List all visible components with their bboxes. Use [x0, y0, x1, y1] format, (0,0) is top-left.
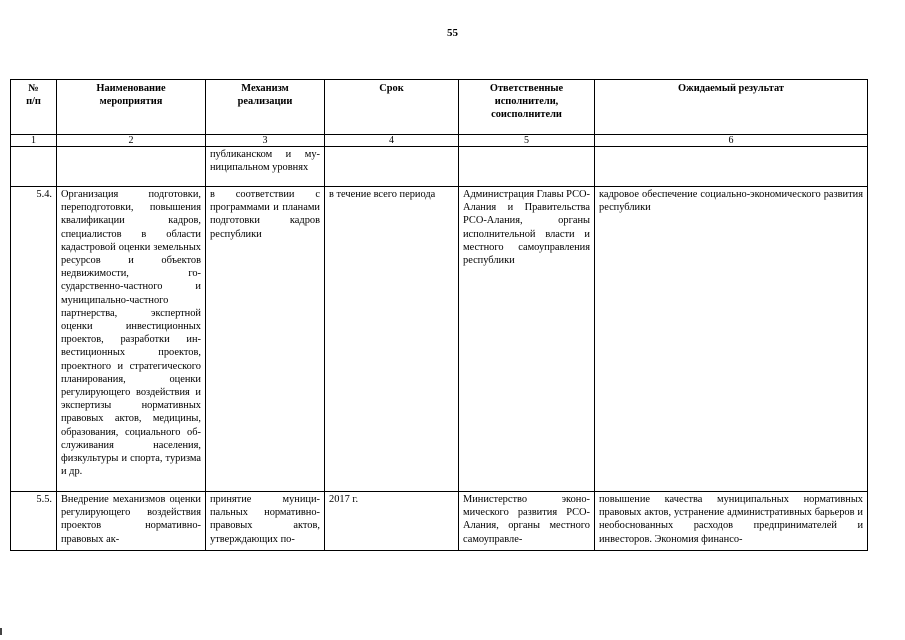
column-number: 3	[206, 135, 325, 147]
page-number: 55	[447, 27, 458, 39]
row-responsible	[459, 147, 595, 187]
table-header-row	[11, 80, 868, 135]
row-result: кадровое обеспечение социально-экономического развития республики	[595, 187, 868, 492]
column-header-number: № п/п	[11, 80, 57, 135]
column-number: 4	[325, 135, 459, 147]
column-header-result: Ожидаемый результат	[595, 80, 868, 135]
row-mechanism: принятие муниципальных нормативно-правовых актов, утверждающих по-	[206, 492, 325, 551]
column-number: 5	[459, 135, 595, 147]
column-number: 6	[595, 135, 868, 147]
column-header-name: Наименование мероприятия	[57, 80, 206, 135]
column-header-responsible: Ответственные исполнители, соисполнители	[459, 80, 595, 135]
row-term	[325, 147, 459, 187]
row-name	[57, 147, 206, 187]
action-plan-table	[10, 79, 868, 551]
row-result	[595, 147, 868, 187]
row-term: 2017 г.	[325, 492, 459, 551]
row-term: в течение всего периода	[325, 187, 459, 492]
table-row	[11, 147, 868, 187]
row-number: 5.5.	[11, 492, 57, 551]
row-mechanism: публиканском и муниципальном уровнях	[206, 147, 325, 187]
row-responsible: Министерство экономического развития РСО-Алания, органы местного самоуправле-	[459, 492, 595, 551]
row-name: Организация подготовки, переподготовки, повышения квалификации кадров, специалистов в области кадастровой оценки земельных ресурсов и объектов недвижимости, государственно-частного и муниципально-частного партнерства, экспертной оценки инвестиционных проектов, разработки инвестиционных проектов, проектного и стратегического планирования, оценки регулирующего воздействия и экспертизы нормативных правовых актов, медицины, образования, социального обслуживания населения, физкультуры и спорта, туризма и др.	[57, 187, 206, 492]
row-name: Внедрение механизмов оценки регулирующего воздействия проектов нормативно-правовых ак-	[57, 492, 206, 551]
table-row	[11, 187, 868, 492]
column-header-term: Срок	[325, 80, 459, 135]
column-number: 1	[11, 135, 57, 147]
column-number-row	[11, 135, 868, 147]
row-mechanism: в соответствии с программами и планами подготовки кадров республики	[206, 187, 325, 492]
row-number	[11, 147, 57, 187]
row-responsible: Администрация Главы РСО-Алания и Правительства РСО-Алания, органы исполнительной власти и местного самоуправления республики	[459, 187, 595, 492]
row-result: повышение качества муниципальных нормативных правовых актов, устранение административных барьеров и необоснованных расходов предпринимателей и инвесторов. Экономия финансо-	[595, 492, 868, 551]
row-number: 5.4.	[11, 187, 57, 492]
scan-speck	[0, 628, 2, 635]
column-header-mechanism: Механизм реализации	[206, 80, 325, 135]
column-number: 2	[57, 135, 206, 147]
table-row	[11, 492, 868, 551]
